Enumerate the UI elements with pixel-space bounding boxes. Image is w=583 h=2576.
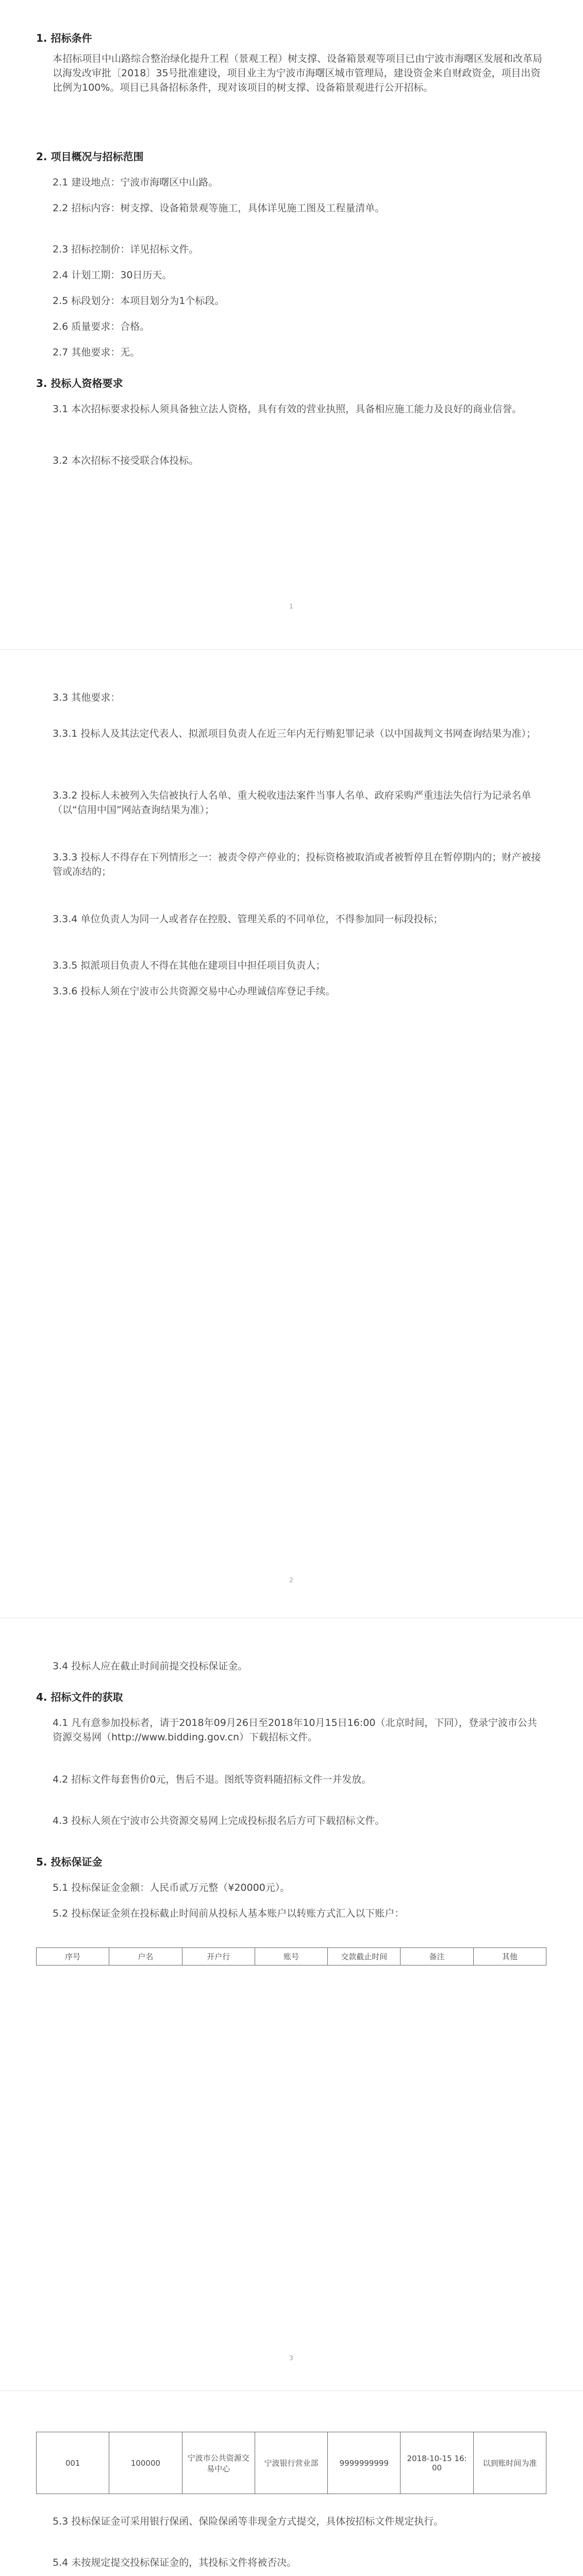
table-header-cell: 户名 <box>109 1948 182 1965</box>
paragraph: 3.3.2 投标人未被列入失信被执行人名单、重大税收违法案件当事人名单、政府采购严重违法失信行为记录名单（以“信用中国”网站查询结果为准）； <box>53 790 531 816</box>
paragraph: 3.3.3 投标人不得存在下列情形之一：被责令停产停业的；投标资格被取消或者被暂停且在暂停期内的；财产被接管或冻结的； <box>53 852 541 877</box>
table-header-cell: 开户行 <box>182 1948 255 1965</box>
table-header-cell: 交款截止时间 <box>328 1948 401 1965</box>
table-cell: 以到账时间为准 <box>473 2432 546 2494</box>
table-cell: 100000 <box>109 2432 182 2494</box>
paragraph: 4.3 投标人须在宁波市公共资源交易网上完成投标报名后方可下载招标文件。 <box>53 1815 385 1826</box>
table-header-cell: 序号 <box>37 1948 109 1965</box>
page-3 <box>36 1638 546 2370</box>
paragraph: 2.5 标段划分：本项目划分为1个标段。 <box>53 295 225 307</box>
deposit-table-body <box>36 2432 546 2494</box>
table-row <box>37 2432 546 2494</box>
paragraph: 3.3.1 投标人及其法定代表人、拟派项目负责人在近三年内无行贿犯罪记录（以中国裁判文书网查询结果为准）； <box>53 728 536 739</box>
paragraph: 3.1 本次招标要求投标人须具备独立法人资格，具有有效的营业执照，具备相应施工能力及良好的商业信誉。 <box>53 403 522 415</box>
table-header-cell: 备注 <box>401 1948 473 1965</box>
table-header-cell: 账号 <box>255 1948 327 1965</box>
section-heading: 3. 投标人资格要求 <box>36 377 123 389</box>
table-header-cell: 其他 <box>473 1948 546 1965</box>
table-cell: 2018-10-15 16:00 <box>401 2432 473 2494</box>
paragraph: 2.4 计划工期：30日历天。 <box>53 269 172 281</box>
paragraph: 3.4 投标人应在截止时间前提交投标保证金。 <box>53 1660 248 1672</box>
paragraph: 3.3.4 单位负责人为同一人或者存在控股、管理关系的不同单位，不得参加同一标段投标； <box>53 913 443 925</box>
page-number: 2 <box>289 1577 293 1584</box>
section-heading: 4. 招标文件的获取 <box>36 1691 123 1703</box>
paragraph: 2.6 质量要求：合格。 <box>53 321 150 332</box>
paragraph: 5.4 未按规定提交投标保证金的，其投标文件将被否决。 <box>53 2557 297 2568</box>
table-cell: 001 <box>37 2432 109 2494</box>
table-cell: 宁波市公共资源交易中心 <box>182 2432 255 2494</box>
paragraph: 2.3 招标控制价：详见招标文件。 <box>53 244 199 255</box>
paragraph: 3.3.6 投标人须在宁波市公共资源交易中心办理诚信库登记手续。 <box>53 986 336 997</box>
paragraph: 本招标项目中山路综合整治绿化提升工程（景观工程）树支撑、设备箱景观等项目已由宁波市海曙区发展和改革局以海发改审批〔2018〕35号批准建设，项目业主为宁波市海曙区城市管理局，建设资金来自财政资金，项目出资比例为100%。项目已具备招标条件，现对该项目的树支撑、设备箱景观进行公开招标。 <box>53 53 543 93</box>
page-divider <box>0 649 583 650</box>
page-number: 3 <box>289 2354 293 2362</box>
paragraph: 3.3 其他要求： <box>53 692 121 703</box>
paragraph: 2.1 建设地点：宁波市海曙区中山路。 <box>53 177 219 188</box>
page-2 <box>36 670 546 1597</box>
page-4 <box>36 2411 546 2576</box>
paragraph: 2.7 其他要求：无。 <box>53 347 140 358</box>
paragraph: 3.2 本次招标不接受联合体投标。 <box>53 455 199 466</box>
paragraph: 2.2 招标内容：树支撑、设备箱景观等施工，具体详见施工图及工程量清单。 <box>53 202 385 214</box>
section-heading: 5. 投标保证金 <box>36 1856 103 1868</box>
paragraph: 3.3.5 拟派项目负责人不得在其他在建项目中担任项目负责人； <box>53 960 326 971</box>
deposit-table-header <box>36 1947 546 1965</box>
table-cell: 9999999999 <box>328 2432 401 2494</box>
paragraph: 5.1 投标保证金金额：人民币贰万元整（¥20000元）。 <box>53 1882 290 1893</box>
page-1 <box>36 21 546 618</box>
paragraph: 5.3 投标保证金可采用银行保函、保险保函等非现金方式提交，具体按招标文件规定执行。 <box>53 2516 444 2527</box>
section-heading: 1. 招标条件 <box>36 32 92 44</box>
table-header-row <box>37 1948 546 1965</box>
section-heading: 2. 项目概况与招标范围 <box>36 150 144 163</box>
paragraph: 4.2 招标文件每套售价0元，售后不退。图纸等资料随招标文件一并发放。 <box>53 1774 372 1785</box>
table-cell: 宁波银行营业部 <box>255 2432 327 2494</box>
paragraph: 5.2 投标保证金须在投标截止时间前从投标人基本账户以转账方式汇入以下账户： <box>53 1908 405 1919</box>
paragraph: 4.1 凡有意参加投标者，请于2018年09月26日至2018年10月15日16:00（北京时间，下同），登录宁波市公共资源交易网（http://www.bidding.gov.cn）下载招标文件。 <box>53 1717 537 1743</box>
page-number: 1 <box>289 603 293 610</box>
